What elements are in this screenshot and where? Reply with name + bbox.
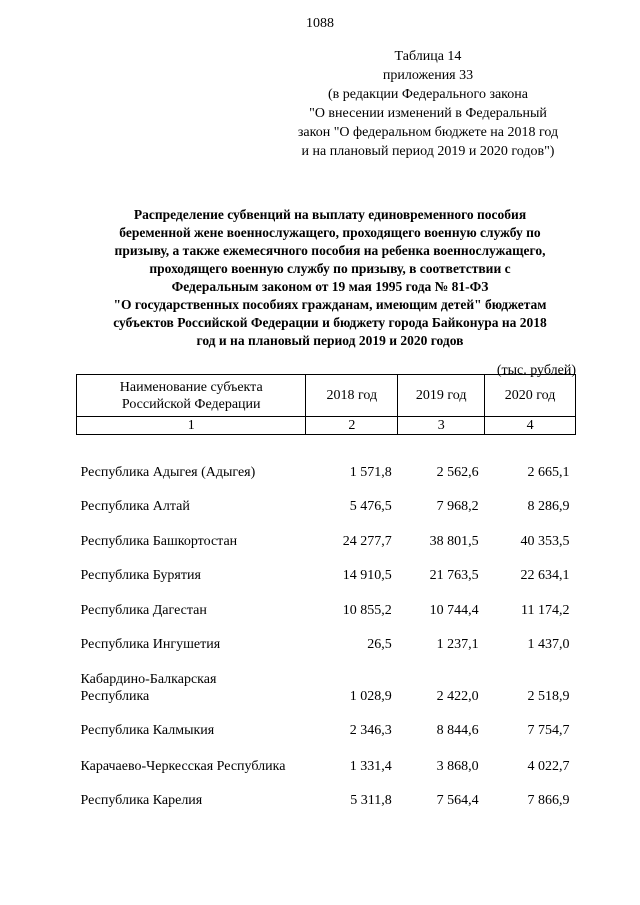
value-2019: 21 763,5 — [429, 567, 479, 583]
value-2019: 3 868,0 — [436, 758, 479, 774]
column-number: 2 — [306, 417, 398, 435]
value-2018: 1 331,4 — [349, 758, 392, 774]
table-row — [77, 653, 576, 705]
table-row — [77, 775, 576, 809]
table-row — [77, 705, 576, 739]
header-name-line: Наименование субъекта — [119, 379, 263, 395]
value-2019: 2 562,6 — [436, 464, 479, 480]
table-header-row — [77, 375, 576, 417]
header-region-name — [77, 375, 306, 417]
value-2019: 7 968,2 — [436, 498, 479, 514]
value-2019: 1 237,1 — [436, 636, 479, 652]
title-line: Распределение субвенций на выплату единовременного пособия — [133, 207, 527, 222]
value-2020: 22 634,1 — [520, 567, 570, 583]
value-2020: 2 665,1 — [527, 464, 570, 480]
value-2020: 11 174,2 — [521, 602, 570, 618]
annex-line: Таблица 14 — [394, 49, 462, 64]
title-line: "О государственных пособиях гражданам, имеющим детей" бюджетам — [113, 297, 547, 312]
table-row — [77, 619, 576, 653]
title-line: проходящего военную службу по призыву, в соответствии с — [149, 261, 511, 276]
title-line: беременной жене военнослужащего, проходящего военную службу по — [119, 225, 541, 240]
column-number: 3 — [398, 417, 485, 435]
value-2018: 5 476,5 — [349, 498, 392, 514]
header-2019: 2019 год — [398, 375, 485, 417]
value-2018: 10 855,2 — [342, 602, 392, 618]
units-label: (тыс. рублей) — [496, 363, 576, 378]
value-2018: 1 028,9 — [349, 688, 392, 704]
value-2018: 26,5 — [367, 636, 392, 652]
header-2020: 2020 год — [485, 375, 576, 417]
annex-line: (в редакции Федерального закона — [328, 87, 528, 102]
region-name: Карачаево-Черкесская Республика — [80, 758, 286, 774]
value-2020: 1 437,0 — [527, 636, 570, 652]
annex-line: приложения 33 — [382, 68, 474, 83]
column-number-row — [77, 417, 576, 435]
annex-reference — [268, 47, 588, 161]
region-name: Республика Дагестан — [80, 602, 207, 618]
column-number: 1 — [77, 417, 306, 435]
header-2018: 2018 год — [306, 375, 398, 417]
title-line: Федеральным законом от 19 мая 1995 года № 81-ФЗ — [171, 279, 489, 294]
title-line: призыву, а также ежемесячного пособия на ребенка военнослужащего, — [114, 243, 546, 258]
table-row — [77, 739, 576, 775]
region-name-line: Кабардино-Балкарская — [80, 671, 217, 687]
value-2020: 7 866,9 — [527, 792, 570, 808]
value-2019: 8 844,6 — [436, 722, 479, 738]
region-name: Республика Карелия — [80, 792, 203, 808]
title-line: субъектов Российской Федерации и бюджету города Байконура на 2018 — [113, 315, 547, 330]
title-line: год и на плановый период 2019 и 2020 годов — [196, 333, 464, 348]
value-2018: 2 346,3 — [349, 722, 392, 738]
value-2020: 40 353,5 — [520, 533, 570, 549]
value-2020: 4 022,7 — [527, 758, 570, 774]
document-title — [60, 206, 600, 350]
table-row — [77, 550, 576, 584]
table-row — [77, 515, 576, 550]
region-name: Республика Башкортостан — [80, 533, 238, 549]
value-2020: 7 754,7 — [527, 722, 570, 738]
region-name: Республика Алтай — [80, 498, 190, 514]
region-name-line: Республика — [80, 688, 150, 704]
value-2018: 5 311,8 — [350, 792, 392, 808]
region-name — [77, 653, 306, 705]
annex-line: закон "О федеральном бюджете на 2018 год — [297, 125, 559, 140]
annex-line: "О внесении изменений в Федеральный — [309, 106, 547, 121]
region-name: Республика Калмыкия — [80, 722, 215, 738]
value-2019: 10 744,4 — [429, 602, 479, 618]
page-number: 1088 — [306, 16, 334, 31]
value-2019: 38 801,5 — [429, 533, 479, 549]
region-name: Республика Ингушетия — [80, 636, 221, 652]
table-row — [77, 584, 576, 619]
header-name-line: Российской Федерации — [121, 396, 261, 412]
region-name: Республика Адыгея (Адыгея) — [80, 464, 256, 480]
value-2018: 24 277,7 — [342, 533, 392, 549]
table-row — [77, 481, 576, 515]
value-2020: 2 518,9 — [527, 688, 570, 704]
value-2018: 14 910,5 — [342, 567, 392, 583]
value-2020: 8 286,9 — [527, 498, 570, 514]
table-row — [77, 435, 576, 481]
value-2018: 1 571,8 — [349, 464, 392, 480]
value-2019: 7 564,4 — [436, 792, 479, 808]
value-2019: 2 422,0 — [436, 688, 479, 704]
column-number: 4 — [485, 417, 576, 435]
budget-table — [76, 374, 576, 809]
region-name: Республика Бурятия — [80, 567, 201, 583]
annex-line: и на плановый период 2019 и 2020 годов") — [301, 144, 555, 159]
